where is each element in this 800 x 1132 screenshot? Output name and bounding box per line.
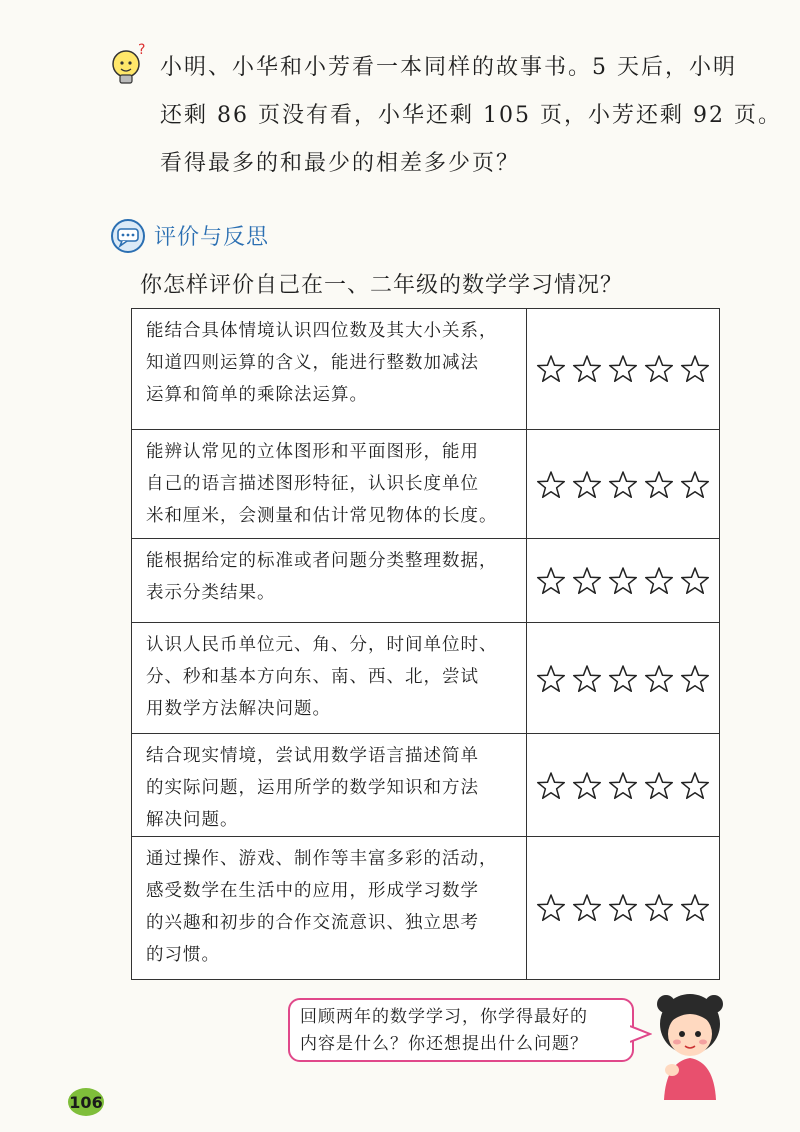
star-icon[interactable] <box>644 664 674 694</box>
girl-illustration <box>650 990 730 1100</box>
star-icon[interactable] <box>608 470 638 500</box>
star-icon[interactable] <box>680 354 710 384</box>
criterion-line: 感受数学在生活中的应用，形成学习数学 <box>146 881 479 901</box>
star-icon[interactable] <box>572 664 602 694</box>
table-row <box>132 836 719 979</box>
star-icon[interactable] <box>608 566 638 596</box>
bubble-line-2: 内容是什么？你还想提出什么问题？ <box>300 1034 588 1054</box>
table-row <box>132 622 719 734</box>
criterion-line: 知道四则运算的含义，能进行整数加减法 <box>146 353 479 373</box>
star-rating[interactable] <box>527 539 719 623</box>
star-icon[interactable] <box>572 354 602 384</box>
criterion-line: 的兴趣和初步的合作交流意识、独立思考 <box>146 913 479 933</box>
criterion-line: 解决问题。 <box>146 810 239 830</box>
star-icon[interactable] <box>680 566 710 596</box>
criterion-line: 能结合具体情境认识四位数及其大小关系， <box>146 321 498 341</box>
question-text: 你怎样评价自己在一、二年级的数学学习情况？ <box>140 273 624 298</box>
criterion-line: 用数学方法解决问题。 <box>146 699 331 719</box>
criterion-text <box>132 623 527 734</box>
speech-bubble <box>288 998 634 1062</box>
star-icon[interactable] <box>536 566 566 596</box>
criterion-text <box>132 309 527 429</box>
criterion-line: 能辨认常见的立体图形和平面图形，能用 <box>146 442 479 462</box>
criterion-line: 结合现实情境，尝试用数学语言描述简单 <box>146 746 479 766</box>
star-rating[interactable] <box>527 309 719 429</box>
star-icon[interactable] <box>608 771 638 801</box>
chat-bubble-icon <box>110 218 146 254</box>
star-icon[interactable] <box>644 566 674 596</box>
star-icon[interactable] <box>572 470 602 500</box>
star-icon[interactable] <box>680 470 710 500</box>
star-icon[interactable] <box>536 354 566 384</box>
star-icon[interactable] <box>680 664 710 694</box>
star-icon[interactable] <box>536 893 566 923</box>
criterion-text <box>132 539 527 623</box>
table-row <box>132 538 719 623</box>
lightbulb-icon <box>106 42 150 92</box>
star-icon[interactable] <box>608 893 638 923</box>
criterion-line: 运算和简单的乘除法运算。 <box>146 385 368 405</box>
criterion-line: 能根据给定的标准或者问题分类整理数据， <box>146 551 498 571</box>
criterion-line: 认识人民币单位元、角、分，时间单位时、 <box>146 635 498 655</box>
star-icon[interactable] <box>680 771 710 801</box>
problem-line-1: 小明、小华和小芳看一本同样的故事书。5 天后，小明 <box>160 55 737 80</box>
criterion-text <box>132 837 527 979</box>
criterion-line: 自己的语言描述图形特征，认识长度单位 <box>146 474 479 494</box>
star-icon[interactable] <box>680 893 710 923</box>
star-icon[interactable] <box>644 354 674 384</box>
star-icon[interactable] <box>644 893 674 923</box>
star-icon[interactable] <box>536 771 566 801</box>
criterion-text <box>132 734 527 837</box>
table-row <box>132 309 719 429</box>
bubble-tail <box>630 1024 652 1044</box>
star-icon[interactable] <box>536 470 566 500</box>
problem-line-2: 还剩 86 页没有看，小华还剩 105 页，小芳还剩 92 页。 <box>160 103 782 128</box>
table-row <box>132 733 719 837</box>
bubble-line-1: 回顾两年的数学学习，你学得最好的 <box>300 1007 588 1027</box>
star-icon[interactable] <box>572 771 602 801</box>
star-icon[interactable] <box>572 893 602 923</box>
star-icon[interactable] <box>572 566 602 596</box>
criterion-line: 的习惯。 <box>146 945 220 965</box>
evaluation-table <box>131 308 720 980</box>
star-rating[interactable] <box>527 430 719 539</box>
star-icon[interactable] <box>608 664 638 694</box>
criterion-text <box>132 430 527 539</box>
criterion-line: 的实际问题，运用所学的数学知识和方法 <box>146 778 479 798</box>
star-rating[interactable] <box>527 734 719 837</box>
star-rating[interactable] <box>527 623 719 734</box>
criterion-line: 分、秒和基本方向东、南、西、北，尝试 <box>146 667 479 687</box>
criterion-line: 米和厘米，会测量和估计常见物体的长度。 <box>146 506 498 526</box>
star-icon[interactable] <box>608 354 638 384</box>
svg-text:?: ? <box>138 42 146 58</box>
table-row <box>132 429 719 539</box>
star-rating[interactable] <box>527 837 719 979</box>
criterion-line: 表示分类结果。 <box>146 583 276 603</box>
section-title: 评价与反思 <box>154 225 270 250</box>
problem-line-3: 看得最多的和最少的相差多少页？ <box>160 151 521 176</box>
star-icon[interactable] <box>644 771 674 801</box>
star-icon[interactable] <box>644 470 674 500</box>
page-number: 106 <box>68 1088 104 1116</box>
star-icon[interactable] <box>536 664 566 694</box>
criterion-line: 通过操作、游戏、制作等丰富多彩的活动， <box>146 849 498 869</box>
